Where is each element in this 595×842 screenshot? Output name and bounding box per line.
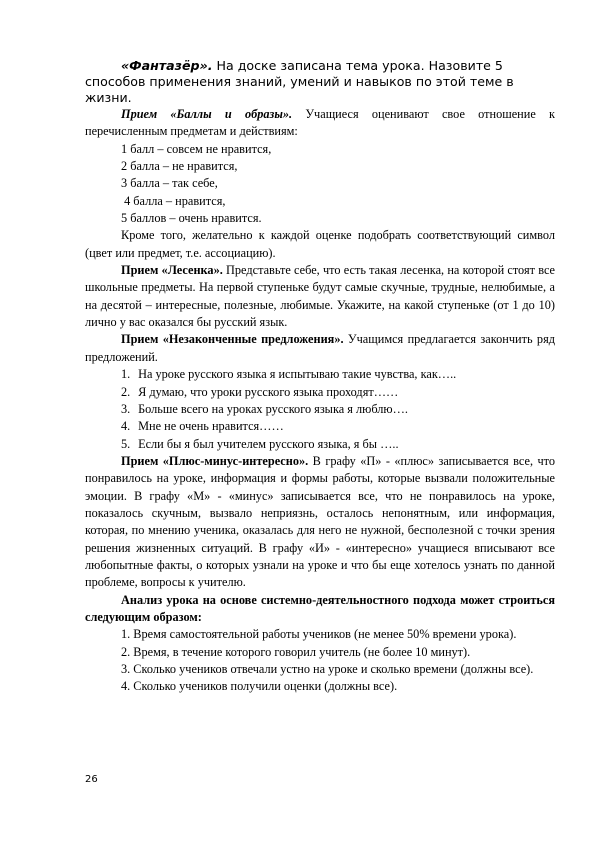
item-text: Если бы я был учителем русского языка, я бы ….. bbox=[138, 436, 399, 451]
item-text: Я думаю, что уроки русского языка проходят…… bbox=[138, 384, 399, 399]
ball-title: Прием «Баллы и образы». bbox=[121, 107, 293, 121]
ball-item: 5 баллов – очень нравится. bbox=[121, 211, 262, 226]
document-body bbox=[85, 106, 555, 696]
pmi-title: Прием «Плюс-минус-интересно». bbox=[121, 453, 309, 468]
item-number: 1. bbox=[121, 367, 131, 382]
fantazer-paragraph bbox=[85, 58, 555, 106]
ball-item: 4 балла – нравится, bbox=[121, 193, 226, 208]
item-text: Мне не очень нравится…… bbox=[138, 419, 284, 434]
ball-paragraph bbox=[85, 106, 555, 141]
ladder-paragraph bbox=[85, 262, 555, 331]
item-text: На уроке русского языка я испытываю такие чувства, как….. bbox=[138, 367, 457, 382]
ball-item: 2 балла – не нравится, bbox=[121, 159, 238, 174]
unfinished-item bbox=[85, 436, 555, 453]
pmi-paragraph bbox=[85, 453, 555, 592]
analysis-item: 3. Сколько учеников отвечали устно на уроке и сколько времени (должны все). bbox=[121, 662, 534, 676]
unfinished-item bbox=[85, 366, 555, 383]
item-number: 3. bbox=[121, 401, 131, 416]
analysis-item: 2. Время, в течение которого говорил учитель (не более 10 минут). bbox=[121, 644, 471, 659]
unfinished-item bbox=[85, 401, 555, 418]
analysis-item: 1. Время самостоятельной работы учеников (не менее 50% времени урока). bbox=[121, 627, 517, 642]
ladder-text: Представьте себе, что есть такая лесенка, на которой стоят все школьные предметы. На первой ступеньке будут самые скучные, трудные, нелюбимые, а на десятой – интересные, полезные, любимые. Укажите, на какой ступеньке (от 1 до 10) лично у вас оказался бы русский язык. bbox=[85, 263, 556, 330]
unfinished-title: Прием «Незаконченные предложения». bbox=[121, 332, 344, 347]
ball-item: 3 балла – так себе, bbox=[121, 176, 218, 191]
unfinished-text: Учащимся предлагается закончить ряд предложений. bbox=[85, 332, 555, 364]
unfinished-paragraph bbox=[85, 331, 555, 366]
ball-item: 1 балл – совсем не нравится, bbox=[121, 141, 272, 156]
fantazer-title: «Фантазёр». bbox=[121, 58, 213, 73]
item-number: 4. bbox=[121, 419, 131, 434]
pmi-text: В графу «П» - «плюс» записывается все, что понравилось на уроке, информация и формы работы, которые вызвали положительные эмоции. В графу «М» - «минус» записывается все, что не понравилось на уроке, показалось скучным, вызвало неприязнь, осталось непонятным, или информация, которая, по мнению ученика, оказалась для него не нужной, бесполезной с точки зрения решения жизненных ситуаций. В графу «И» - «интересно» учащиеся вписывают все любопытные факты, о которых узнали на уроке и что бы еще хотелось узнать по данной проблеме, вопросы к учителю. bbox=[85, 453, 556, 590]
unfinished-item bbox=[85, 418, 555, 435]
ball-note: Кроме того, желательно к каждой оценке подобрать соответствующий символ (цвет или предмет, т.е. ассоциацию). bbox=[85, 228, 555, 260]
item-text: Больше всего на уроках русского языка я люблю…. bbox=[138, 401, 408, 416]
ladder-title: Прием «Лесенка». bbox=[121, 263, 223, 278]
item-number: 5. bbox=[121, 436, 131, 451]
analysis-item: 4. Сколько учеников получили оценки (должны все). bbox=[121, 679, 398, 694]
fantazer-text: На доске записана тема урока. Назовите 5 способов применения знаний, умений и навыков по этой теме в жизни. bbox=[85, 58, 514, 105]
page-number: 26 bbox=[85, 774, 98, 785]
analysis-heading: Анализ урока на основе системно-деятельностного подхода может строиться следующим образом: bbox=[85, 592, 555, 624]
item-number: 2. bbox=[121, 384, 131, 399]
ball-text: Учащиеся оценивают свое отношение к перечисленным предметам и действиям: bbox=[85, 107, 556, 139]
unfinished-item bbox=[85, 384, 555, 401]
